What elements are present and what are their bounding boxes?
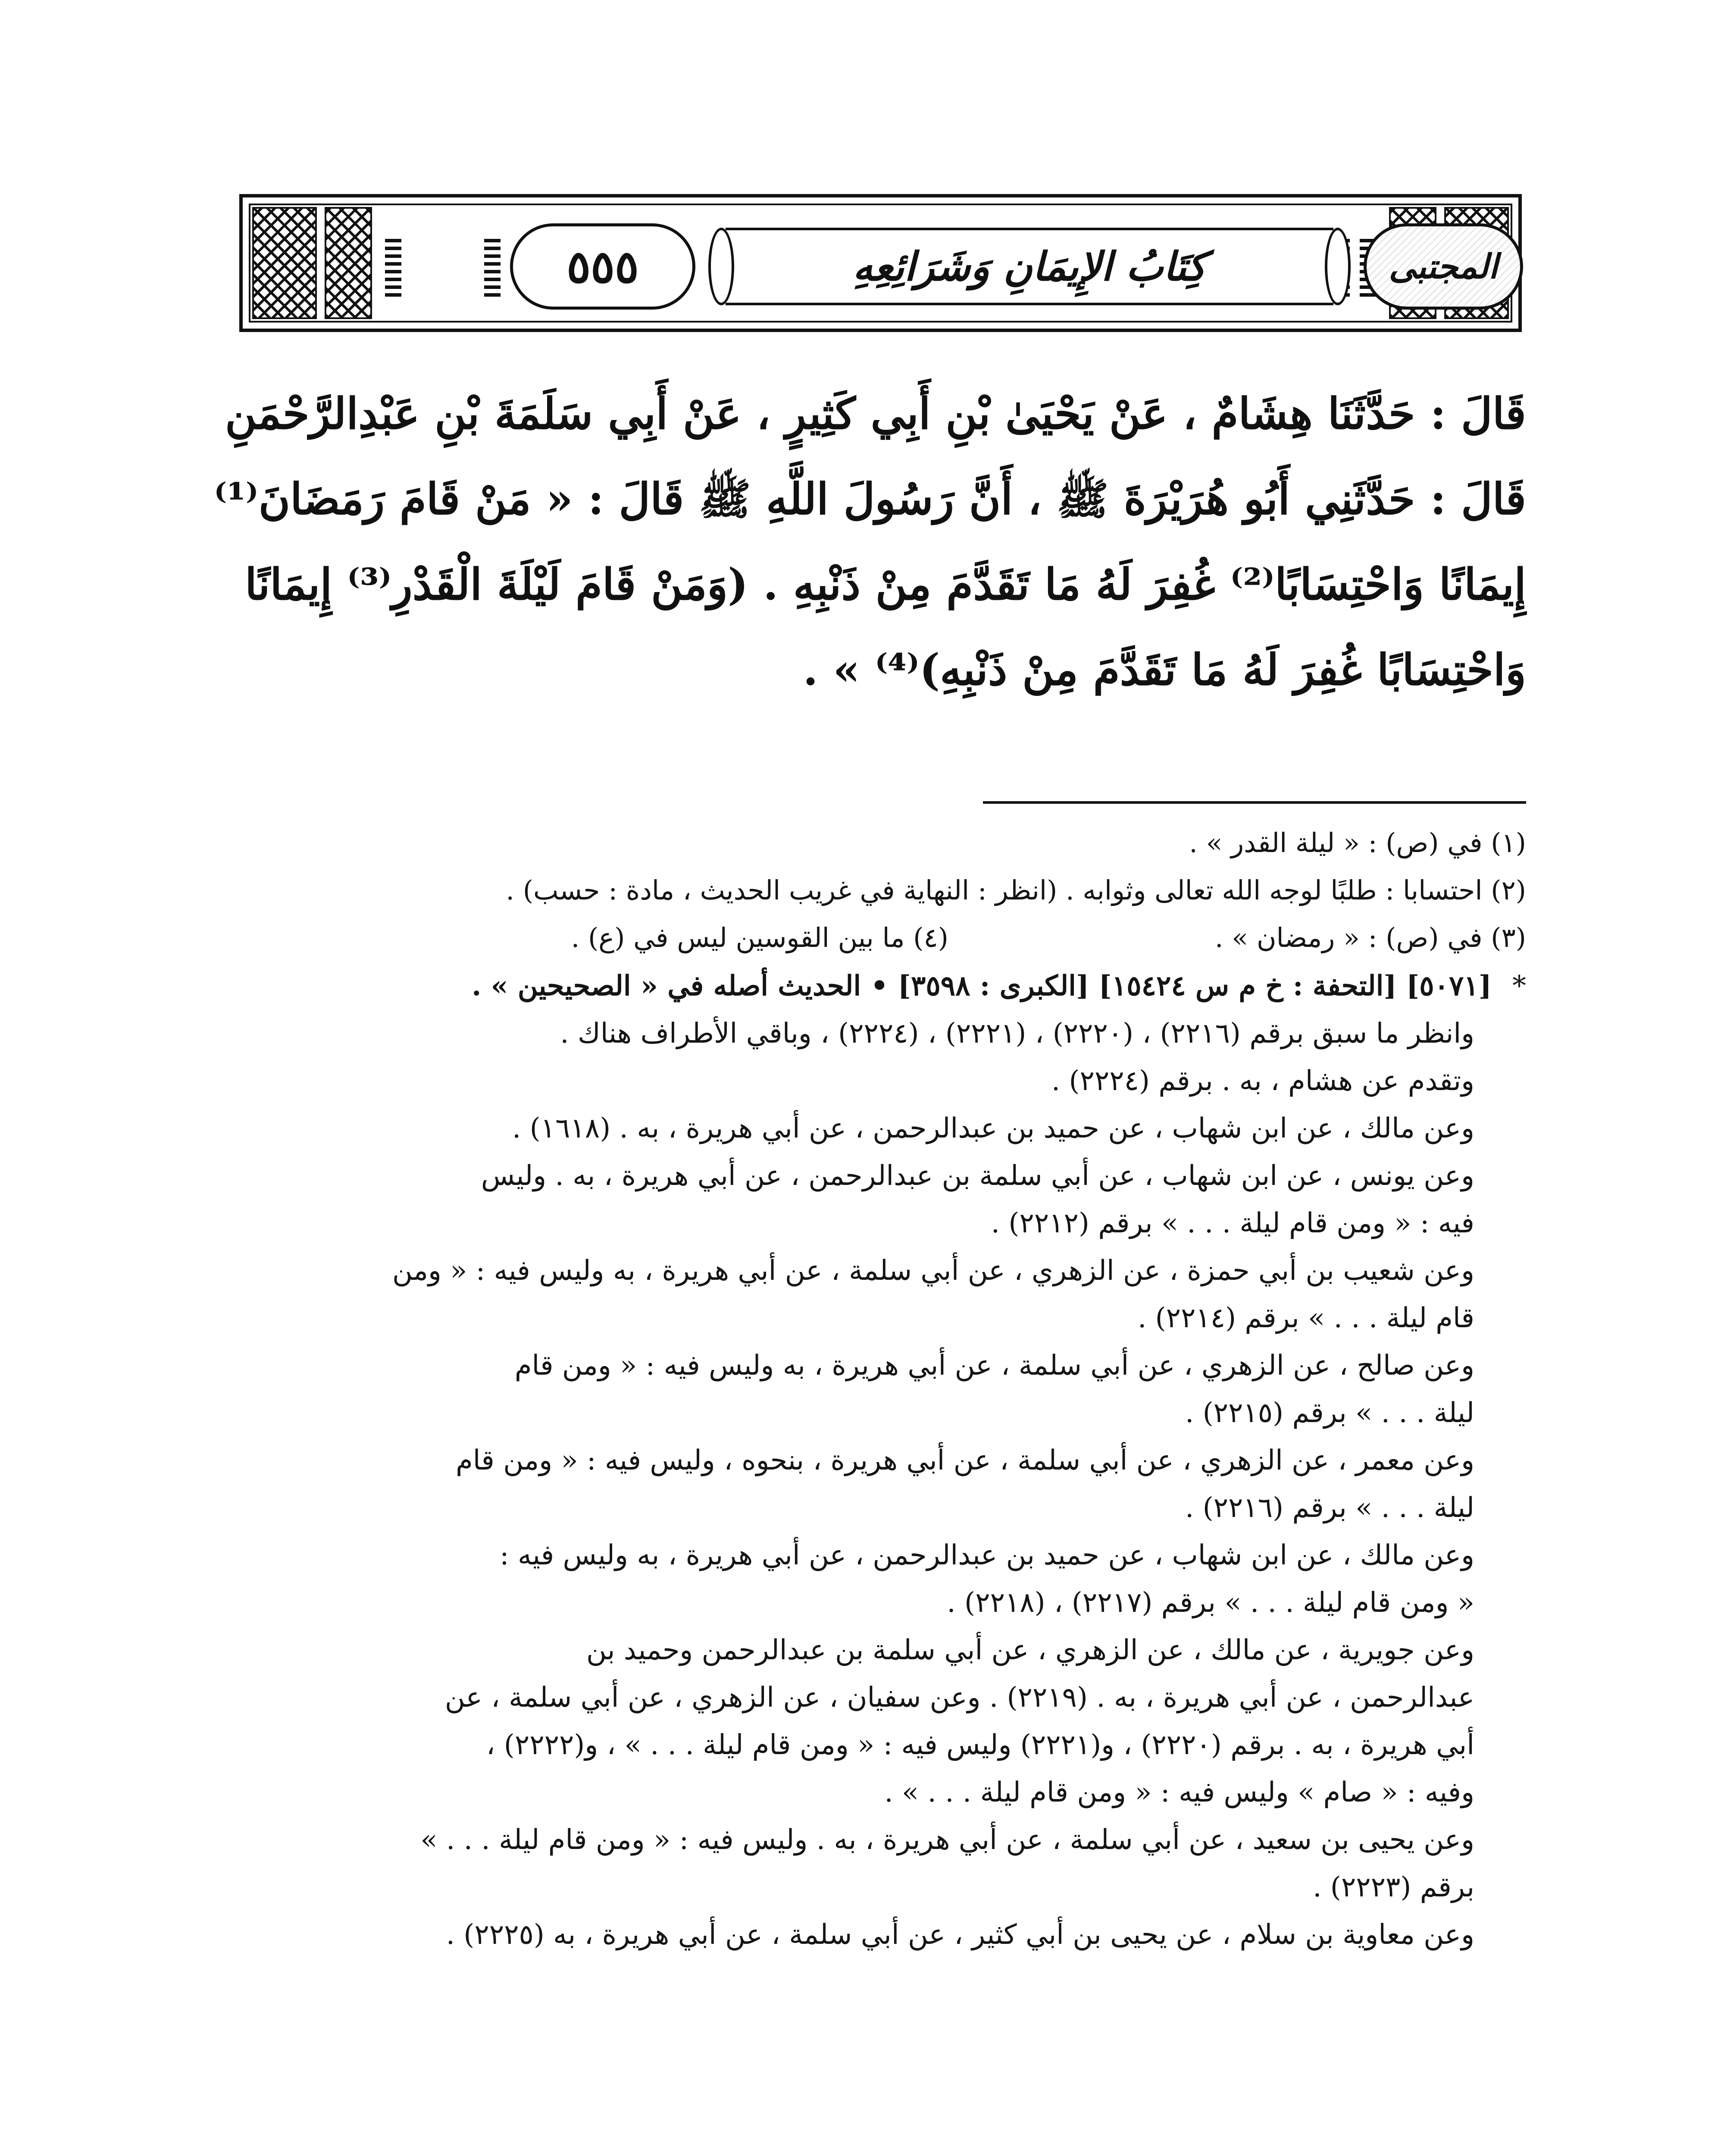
takhrij-line: ليلة . . . » برقم (٢٢١٥) . bbox=[1185, 1397, 1474, 1429]
footnote-1: (١) في (ص) : « ليلة القدر » . bbox=[1189, 827, 1526, 859]
chapter-title: كِتَابُ الإِيمَانِ وَشَرَائِعِهِ bbox=[853, 243, 1206, 290]
header-ornament-left bbox=[252, 207, 317, 319]
takhrij-line: وانظر ما سبق برقم (٢٢١٦) ، (٢٢٢٠) ، (٢٢٢١) ، (٢٢٢٤) ، وباقي الأطراف هناك . bbox=[560, 1018, 1474, 1050]
takhrij-line: قام ليلة . . . » برقم (٢٢١٤) . bbox=[1137, 1302, 1474, 1334]
page-number: ٥٥٥ bbox=[510, 223, 695, 310]
takhrij-line: [٥٠٧١] [التحفة : خ م س ١٥٤٢٤] [الكبرى : ٣٥٩٨] • الحديث أصله في « الصحيحين » . bbox=[472, 970, 1492, 1002]
takhrij-line: برقم (٢٢٢٣) . bbox=[1313, 1871, 1474, 1903]
footnote-4: (٤) ما بين القوسين ليس في (ع) . bbox=[571, 922, 948, 953]
takhrij-line: وفيه : « صام » وليس فيه : « ومن قام ليلة . . . » . bbox=[884, 1777, 1474, 1808]
takhrij-line: وعن مالك ، عن ابن شهاب ، عن حميد بن عبدالرحمن ، عن أبي هريرة ، به . (١٦١٨) . bbox=[512, 1112, 1474, 1144]
chapter-title-bar bbox=[726, 228, 1333, 305]
takhrij-line: أبي هريرة ، به . برقم (٢٢٢٠) ، و(٢٢٢١) وليس فيه : « ومن قام ليلة . . . » ، و(٢٢٢٢) ، bbox=[486, 1729, 1474, 1761]
footnote-separator bbox=[983, 801, 1526, 804]
header-ornament-bar bbox=[484, 236, 501, 297]
takhrij-line: فيه : « ومن قام ليلة . . . » برقم (٢٢١٢) . bbox=[991, 1207, 1474, 1239]
footnote-3: (٣) في (ص) : « رمضان » . bbox=[1214, 922, 1526, 953]
hadith-line: إِيمَانًا وَاحْتِسَابًا⁽²⁾ غُفِرَ لَهُ مَا تَقَدَّمَ مِنْ ذَنْبِهِ . (وَمَنْ قَامَ لَيْلَةَ الْقَدْرِ⁽³⁾ إِيمَانًا bbox=[245, 559, 1526, 610]
takhrij-line: « ومن قام ليلة . . . » برقم (٢٢١٧) ، (٢٢١٨) . bbox=[947, 1587, 1474, 1619]
header-ornament-left-inner bbox=[325, 207, 372, 319]
takhrij-line: ليلة . . . » برقم (٢٢١٦) . bbox=[1185, 1492, 1474, 1524]
footnote-2: (٢) احتسابا : طلبًا لوجه الله تعالى وثوابه . (انظر : النهاية في غريب الحديث ، مادة : حسب) . bbox=[506, 874, 1526, 906]
takhrij-star: * bbox=[1512, 970, 1526, 1002]
takhrij-line: وعن جويرية ، عن مالك ، عن الزهري ، عن أبي سلمة بن عبدالرحمن وحميد بن bbox=[586, 1634, 1474, 1666]
takhrij-line: وعن صالح ، عن الزهري ، عن أبي سلمة ، عن أبي هريرة ، به وليس فيه : « ومن قام bbox=[514, 1350, 1474, 1382]
takhrij-section bbox=[198, 962, 1526, 1959]
takhrij-line: وعن معمر ، عن الزهري ، عن أبي سلمة ، عن أبي هريرة ، بنحوه ، وليس فيه : « ومن قام bbox=[456, 1445, 1474, 1476]
takhrij-line: وتقدم عن هشام ، به . برقم (٢٢٢٤) . bbox=[1051, 1065, 1474, 1097]
takhrij-line: وعن يحيى بن سعيد ، عن أبي سلمة ، عن أبي هريرة ، به . وليس فيه : « ومن قام ليلة . . . » bbox=[420, 1824, 1474, 1856]
header-ornament-bar bbox=[385, 236, 401, 297]
takhrij-line: وعن يونس ، عن ابن شهاب ، عن أبي سلمة بن عبدالرحمن ، عن أبي هريرة ، به . وليس bbox=[481, 1160, 1474, 1192]
page-header bbox=[239, 194, 1522, 332]
hadith-text bbox=[214, 371, 1526, 712]
hadith-line: قَالَ : حَدَّثَنِي أَبُو هُرَيْرَةَ ﷺ ، أَنَّ رَسُولَ اللَّهِ ﷺ قَالَ : « مَنْ قَامَ رَمَضَانَ⁽¹⁾ bbox=[214, 473, 1526, 524]
book-logo: المجتبى bbox=[1364, 223, 1523, 310]
takhrij-line: وعن معاوية بن سلام ، عن يحيى بن أبي كثير ، عن أبي سلمة ، عن أبي هريرة ، به (٢٢٢٥) . bbox=[446, 1919, 1474, 1951]
hadith-line: وَاحْتِسَابًا غُفِرَ لَهُ مَا تَقَدَّمَ مِنْ ذَنْبِهِ)⁽⁴⁾ » . bbox=[803, 644, 1526, 695]
takhrij-line: عبدالرحمن ، عن أبي هريرة ، به . (٢٢١٩) . وعن سفيان ، عن الزهري ، عن أبي سلمة ، عن bbox=[444, 1682, 1474, 1714]
takhrij-line: وعن مالك ، عن ابن شهاب ، عن حميد بن عبدالرحمن ، عن أبي هريرة ، به وليس فيه : bbox=[500, 1539, 1474, 1571]
hadith-line: قَالَ : حَدَّثَنَا هِشَامٌ ، عَنْ يَحْيَىٰ بْنِ أَبِي كَثِيرٍ ، عَنْ أَبِي سَلَمَةَ بْنِ عَبْدِالرَّحْمَنِ bbox=[225, 388, 1526, 439]
takhrij-line: وعن شعيب بن أبي حمزة ، عن الزهري ، عن أبي سلمة ، عن أبي هريرة ، به وليس فيه : « ومن bbox=[392, 1255, 1474, 1287]
